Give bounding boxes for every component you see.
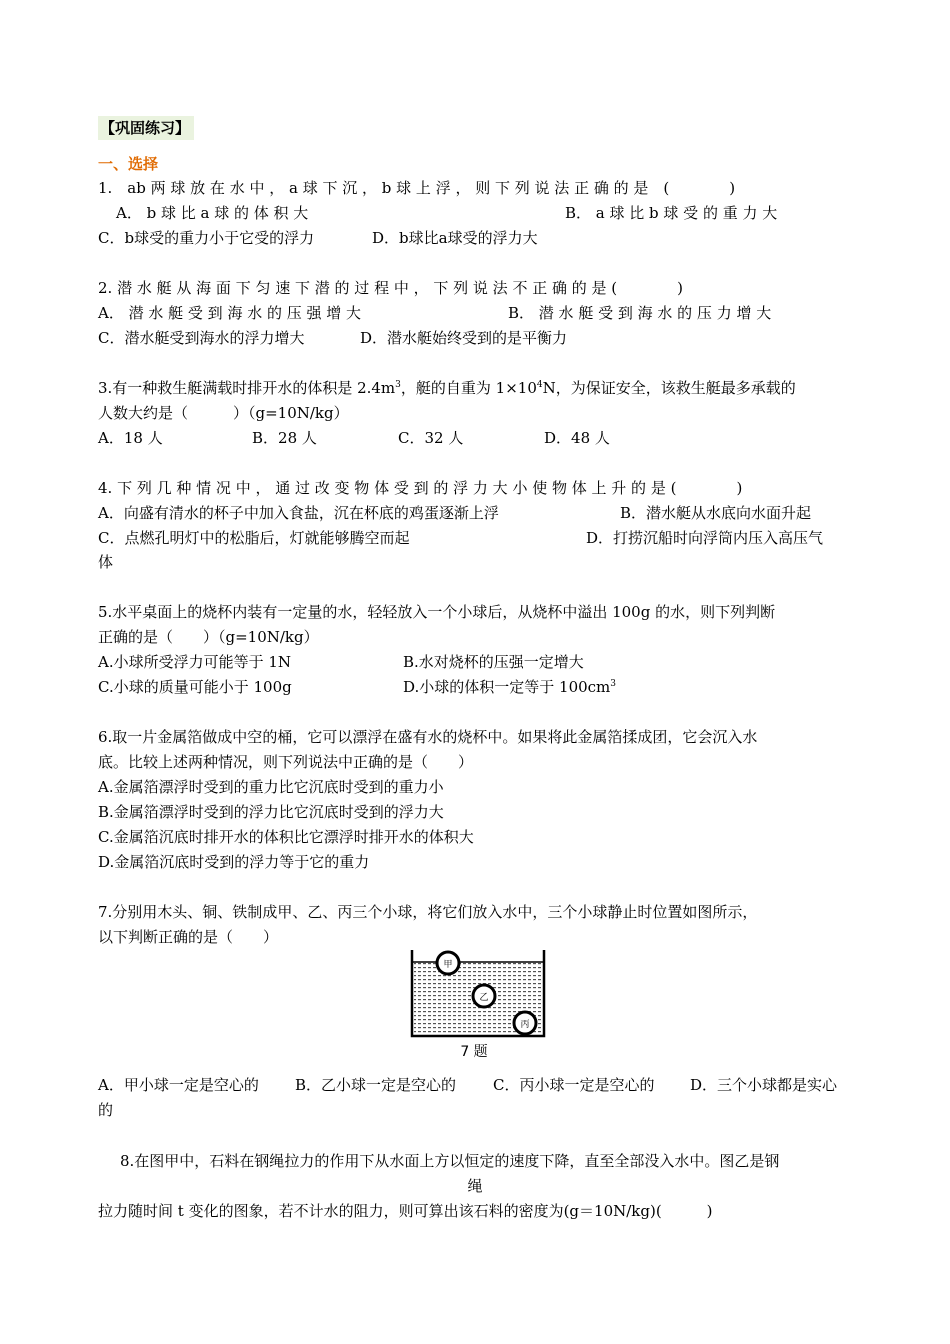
question-1-option-a: A． b 球 比 a 球 的 体 积 大 (116, 204, 309, 222)
question-3-stem-part1: 3.有一种救生艇满载时排开水的体积是 2.4m (98, 379, 396, 397)
question-1-option-d: D．b球比a球受的浮力大 (372, 229, 538, 247)
ball-yi-label: 乙 (479, 993, 489, 1003)
question-2-option-b: B． 潜 水 艇 受 到 海 水 的 压 力 增 大 (508, 304, 772, 322)
question-3-option-b: B．28 人 (252, 429, 317, 447)
question-2-stem: 2. 潜 水 艇 从 海 面 下 匀 速 下 潜 的 过 程 中 ， 下 列 说 法 不 正 确 的 是 ( ) (98, 279, 683, 297)
beaker-diagram (408, 946, 548, 1066)
question-3-stem-part2: ，艇的自重为 1×10 (400, 379, 537, 397)
question-6-stem-line2: 底。比较上述两种情况，则下列说法中正确的是（ ） (98, 753, 474, 771)
question-5-stem: 5.水平桌面上的烧杯内装有一定量的水，轻轻放入一个小球后，从烧杯中溢出 100g 的水，则下列判断 (98, 603, 776, 621)
question-8-stem-line2: 拉力随时间 t 变化的图象，若不计水的阻力，则可算出该石料的密度为(g＝10N/kg)( ) (98, 1202, 713, 1220)
question-5-option-a: A.小球所受浮力可能等于 1N (98, 653, 292, 671)
question-3-option-d: D．48 人 (544, 429, 610, 447)
question-6-stem: 6.取一片金属箔做成中空的桶，它可以漂浮在盛有水的烧杯中。如果将此金属箔揉成团，它会沉入水 (98, 728, 758, 746)
ball-jia (437, 952, 459, 974)
section-title: 【巩固练习】 (98, 116, 194, 140)
question-7-stem-line2: 以下判断正确的是（ ） (98, 928, 279, 946)
question-7-option-c: C．丙小球一定是空心的 (493, 1076, 655, 1094)
question-5-option-b: B.水对烧杯的压强一定增大 (403, 653, 584, 671)
question-3-exponent-1: 3 (395, 380, 401, 390)
question-4-option-a: A．向盛有清水的杯子中加入食盐，沉在杯底的鸡蛋逐渐上浮 (98, 504, 499, 522)
question-6-option-d: D.金属箔沉底时受到的浮力等于它的重力 (98, 853, 370, 871)
question-8-stem: 8.在图甲中，石料在钢绳拉力的作用下从水面上方以恒定的速度下降，直至全部没入水中。图乙是钢 (120, 1152, 780, 1170)
question-1-stem: 1. ab 两 球 放 在 水 中 ， a 球 下 沉 ， b 球 上 浮 ， 则 下 列 说 法 正 确 的 是 ( ) (98, 179, 736, 197)
question-2-option-a: A． 潜 水 艇 受 到 海 水 的 压 强 增 大 (98, 304, 362, 322)
question-6-option-b: B.金属箔漂浮时受到的浮力比它沉底时受到的浮力大 (98, 803, 444, 821)
question-1-option-c: C．b球受的重力小于它受的浮力 (98, 229, 315, 247)
ball-yi (473, 985, 495, 1007)
question-2-option-c: C．潜水艇受到海水的浮力增大 (98, 329, 305, 347)
question-3-stem (98, 376, 852, 400)
question-3-stem-line2: 人数大约是（ ）（g=10N/kg） (98, 404, 349, 422)
question-7-option-d: D．三个小球都是实心 (690, 1076, 838, 1094)
question-5-option-d-text: D.小球的体积一定等于 100cm (403, 678, 611, 696)
question-3-stem-part3: N，为保证安全，该救生艇最多承载的 (542, 379, 796, 397)
question-5-option-d (403, 675, 616, 699)
question-8-stem-wrap: 绳 (467, 1177, 483, 1195)
question-1-option-b: B． a 球 比 b 球 受 的 重 力 大 (565, 204, 778, 222)
ball-bing (514, 1012, 536, 1034)
figure-caption: 7 题 (460, 1044, 488, 1060)
question-3-option-a: A．18 人 (98, 429, 163, 447)
question-4-option-d-continued: 体 (98, 553, 114, 571)
ball-jia-label: 甲 (443, 960, 453, 970)
question-6-option-c: C.金属箔沉底时排开水的体积比它漂浮时排开水的体积大 (98, 828, 474, 846)
question-5-stem-line2: 正确的是（ ）（g=10N/kg） (98, 628, 319, 646)
question-7-figure (408, 946, 548, 1066)
section-subtitle: 一、选择 (98, 155, 159, 173)
question-2-option-d: D．潜水艇始终受到的是平衡力 (360, 329, 568, 347)
question-4-option-d: D．打捞沉船时向浮筒内压入高压气 (586, 529, 824, 547)
question-7-option-b: B．乙小球一定是空心的 (295, 1076, 457, 1094)
question-7-option-a: A．甲小球一定是空心的 (98, 1076, 259, 1094)
question-3-exponent-2: 4 (536, 380, 543, 390)
question-4-stem: 4. 下 列 几 种 情 况 中 ， 通 过 改 变 物 体 受 到 的 浮 力 大 小 使 物 体 上 升 的 是 ( ) (98, 479, 743, 497)
ball-bing-label: 丙 (520, 1020, 530, 1030)
question-5-option-d-exponent: 3 (610, 679, 617, 689)
question-4-option-c: C．点燃孔明灯中的松脂后，灯就能够腾空而起 (98, 529, 410, 547)
question-7-stem: 7.分别用木头、铜、铁制成甲、乙、丙三个小球，将它们放入水中，三个小球静止时位置如图所示， (98, 903, 758, 921)
question-3-option-c: C．32 人 (398, 429, 464, 447)
question-5-option-c: C.小球的质量可能小于 100g (98, 678, 292, 696)
question-4-option-b: B．潜水艇从水底向水面升起 (620, 504, 812, 522)
question-6-option-a: A.金属箔漂浮时受到的重力比它沉底时受到的重力小 (98, 778, 444, 796)
question-7-option-d-continued: 的 (98, 1101, 114, 1119)
